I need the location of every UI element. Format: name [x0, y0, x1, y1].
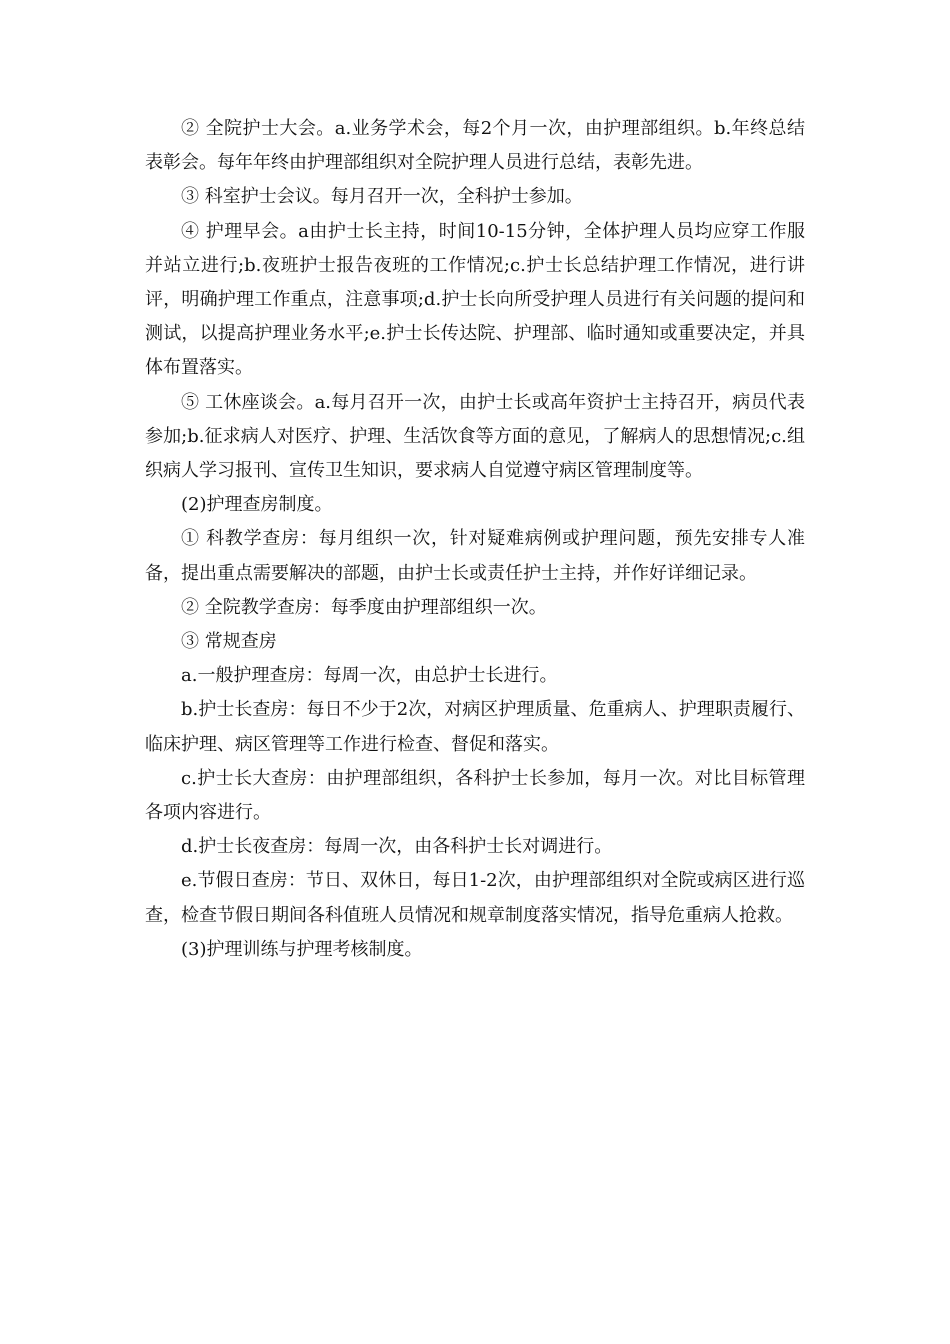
- paragraph-morning-meeting: ④ 护理早会。a由护士长主持，时间10-15分钟，全体护理人员均应穿工作服并站立进行;b.夜班护士报告夜班的工作情况;c.护士长总结护理工作情况，进行讲评，明确护理工作重点，注意事项;d.护士长向所受护理人员进行有关问题的提问和测试，以提高护理业务水平;e.护士长传达院、护理部、临时通知或重要决定，并具体布置落实。: [145, 220, 805, 379]
- paragraph-major-round: c.护士长大查房：由护理部组织，各科护士长参加，每月一次。对比目标管理各项内容进行。: [145, 767, 805, 824]
- paragraph-patient-forum: ⑤ 工休座谈会。a.每月召开一次，由护士长或高年资护士主持召开，病员代表参加;b.征求病人对医疗、护理、生活饮食等方面的意见，了解病人的思想情况;c.组织病人学习报刊、宣传卫生知识，要求病人自觉遵守病区管理制度等。: [145, 391, 805, 482]
- document-page: [145, 112, 805, 967]
- paragraph-holiday-round: e.节假日查房：节日、双休日，每日1-2次，由护理部组织对全院或病区进行巡查，检查节假日期间各科值班人员情况和规章制度落实情况，指导危重病人抢救。: [145, 870, 805, 926]
- paragraph-teaching-round: ① 科教学查房：每月组织一次，针对疑难病例或护理问题，预先安排专人准备，提出重点需要解决的部题，由护士长或责任护士主持，并作好详细记录。: [145, 528, 805, 584]
- paragraph-department-meeting: ③ 科室护士会议。每月召开一次，全科护士参加。: [181, 186, 583, 208]
- paragraph-night-round: d.护士长夜查房：每周一次，由各科护士长对调进行。: [181, 836, 613, 858]
- paragraph-all-hospital-meeting: ② 全院护士大会。a.业务学术会，每2个月一次，由护理部组织。b.年终总结表彰会。每年年终由护理部组织对全院护理人员进行总结，表彰先进。: [145, 118, 805, 174]
- paragraph-ward-round-heading: (2)护理查房制度。: [181, 494, 333, 516]
- paragraph-hospital-teaching-round: ② 全院教学查房：每季度由护理部组织一次。: [181, 596, 547, 618]
- paragraph-head-nurse-round: b.护士长查房：每日不少于2次，对病区护理质量、危重病人、护理职责履行、临床护理、病区管理等工作进行检查、督促和落实。: [145, 699, 805, 755]
- paragraph-routine-round-heading: ③ 常规查房: [181, 631, 277, 653]
- paragraph-training-heading: (3)护理训练与护理考核制度。: [181, 938, 423, 960]
- paragraph-general-round: a.一般护理查房：每周一次，由总护士长进行。: [181, 665, 558, 687]
